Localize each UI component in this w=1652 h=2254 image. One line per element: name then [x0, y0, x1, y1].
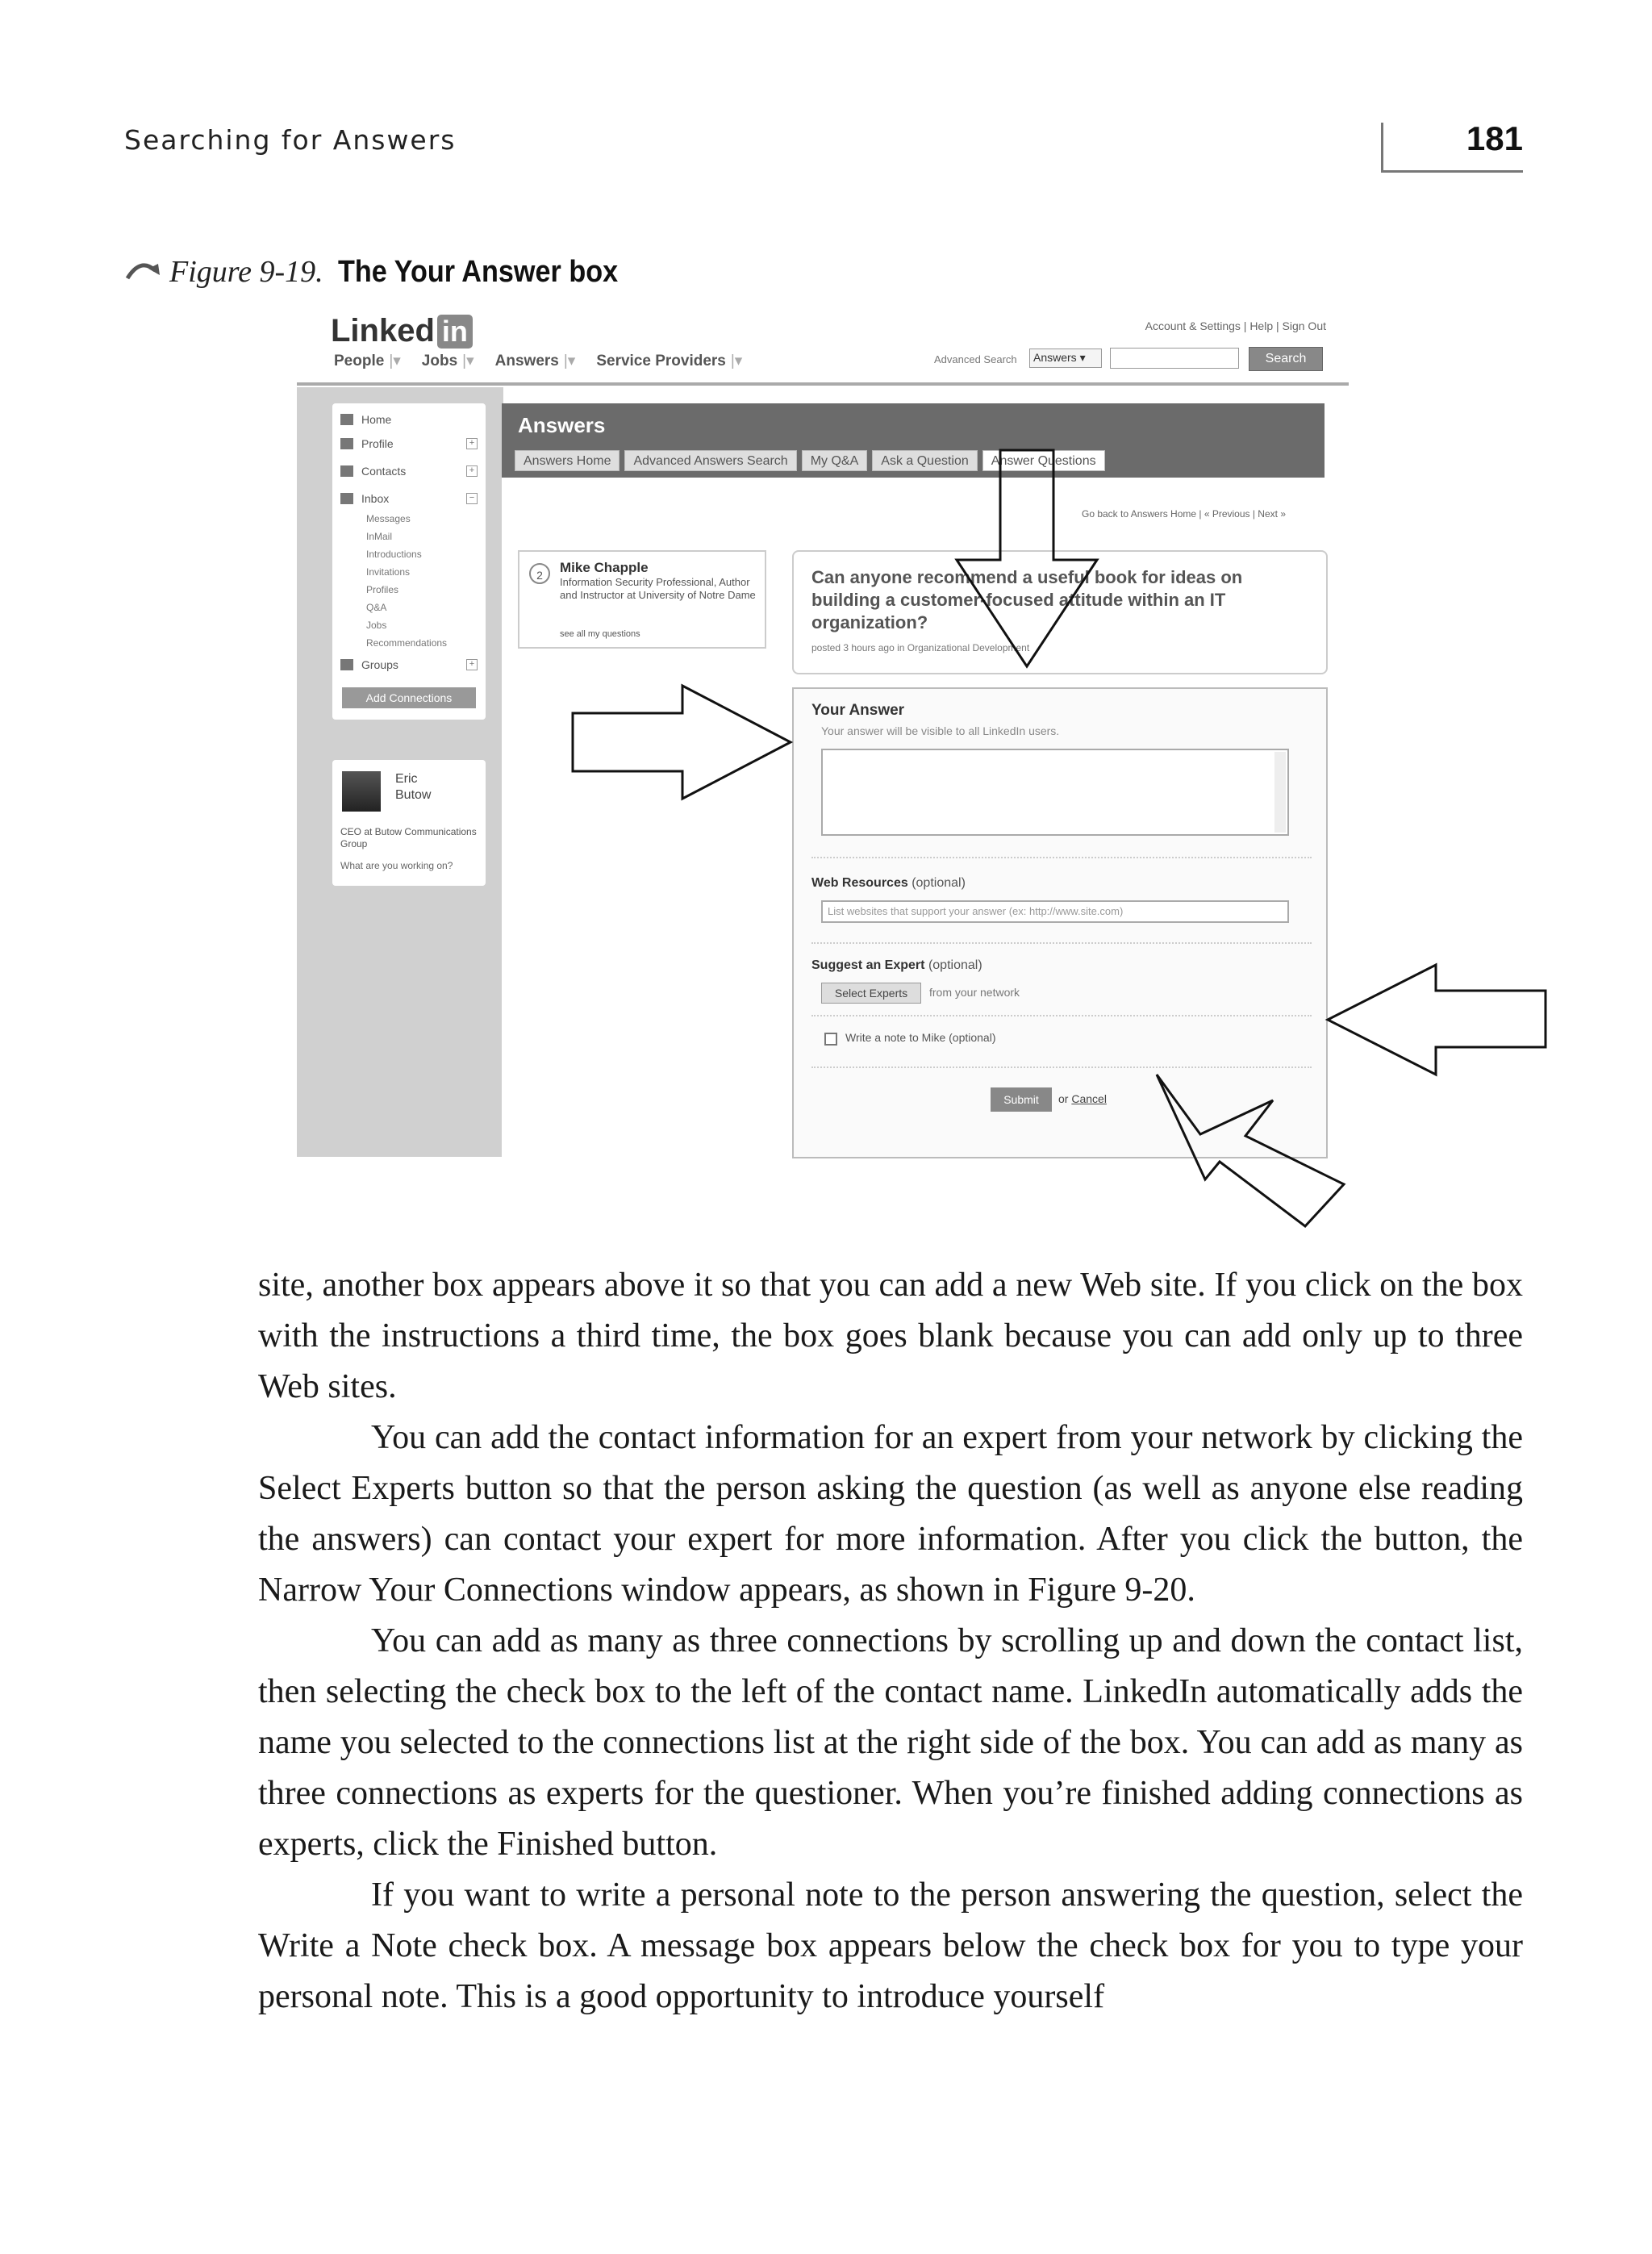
cancel-group: or Cancel [1058, 1092, 1107, 1105]
answers-pagination[interactable]: Go back to Answers Home | « Previous | Next » [1081, 508, 1286, 520]
search-button[interactable]: Search [1249, 347, 1323, 371]
sidebar-item-groups[interactable]: Groups + [340, 658, 398, 671]
tab-answer-questions[interactable]: Answer Questions [982, 450, 1105, 471]
from-network-text: from your network [929, 986, 1020, 999]
figure-title: The Your Answer box [337, 255, 618, 289]
page-number: 181 [1466, 119, 1523, 157]
web-resources-input[interactable]: List websites that support your answer (ex: http://www.site.com) [821, 900, 1289, 923]
answers-title: Answers [518, 413, 606, 437]
logo-text: Linked [331, 313, 435, 349]
expand-icon[interactable]: + [466, 465, 478, 477]
question-text: Can anyone recommend a useful book for ideas on building a customer-focused attitude within an IT organization? [811, 567, 1243, 632]
body-paragraph: You can add as many as three connections by scrolling up and down the contact list, then selecting the check box to the left of the contact name. LinkedIn automatically adds the name you selected to the connections list at the right side of the box. You can add as many as three connections as experts for the questioner. When you’re finished adding connections as experts, click the Finished button. [258, 1622, 1523, 1863]
expand-icon[interactable]: + [466, 438, 478, 449]
asker-description: Information Security Professional, Author and Instructor at University of Notre Dame [560, 576, 756, 601]
nav-service-providers[interactable]: Service Providers |▾ [596, 353, 743, 369]
diagonal-arrow-icon [1157, 1075, 1344, 1226]
figure-number: Figure 9-19. [169, 255, 323, 289]
write-note-label[interactable]: Write a note to Mike (optional) [845, 1031, 996, 1044]
add-connections-button[interactable]: Add Connections [342, 687, 476, 708]
down-arrow-icon [957, 450, 1097, 666]
asker-questions-link[interactable]: see all my questions [560, 629, 640, 639]
search-scope-select[interactable]: Answers ▾ [1029, 349, 1102, 368]
inbox-recommendations[interactable]: Recommendations [366, 637, 448, 649]
suggest-expert-label: Suggest an Expert (optional) [811, 958, 982, 972]
account-links[interactable]: Account & Settings | Help | Sign Out [1145, 319, 1326, 332]
tab-answers-home[interactable]: Answers Home [515, 450, 620, 471]
nav-jobs[interactable]: Jobs |▾ [421, 353, 474, 369]
cancel-link[interactable]: Cancel [1071, 1092, 1107, 1105]
profile-name[interactable]: Eric Butow [395, 772, 432, 802]
nav-people[interactable]: People |▾ [334, 353, 401, 369]
status-prompt[interactable]: What are you working on? [340, 860, 453, 871]
logo-in: in [437, 315, 473, 349]
question-meta: posted 3 hours ago in Organizational Development [811, 642, 1030, 653]
body-paragraph: site, another box appears above it so that you can add a new Web site. If you click on the box with the instructions a third time, the box goes blank because you can add only up to three Web sites. [258, 1267, 1523, 1405]
inbox-inmail[interactable]: InMail [366, 531, 393, 542]
sidebar-item-inbox[interactable]: Inbox − [340, 492, 389, 505]
collapse-icon[interactable]: − [466, 493, 478, 504]
tab-ask-a-question[interactable]: Ask a Question [872, 450, 978, 471]
advanced-search-link[interactable]: Advanced Search [934, 353, 1017, 365]
body-paragraph: If you want to write a personal note to the person answering the question, select the Write a Note check box. A message box appears below the check box for you to type your personal note. This is a good opportunity to introduce yourself [258, 1876, 1523, 2015]
submit-button[interactable]: Submit [991, 1087, 1052, 1112]
select-experts-button[interactable]: Select Experts [821, 983, 921, 1004]
profile-title: CEO at Butow Communications Group [340, 826, 477, 849]
inbox-profiles[interactable]: Profiles [366, 584, 399, 595]
answer-visibility-note: Your answer will be visible to all LinkedIn users. [821, 724, 1060, 737]
your-answer-heading: Your Answer [811, 702, 905, 719]
web-resources-label: Web Resources (optional) [811, 876, 966, 890]
running-head: Searching for Answers [124, 124, 457, 156]
inbox-messages[interactable]: Messages [366, 513, 411, 524]
sidebar-item-home[interactable]: Home [340, 413, 391, 426]
body-paragraph: You can add the contact information for an expert from your network by clicking the Select Experts button so that the person asking the question (as well as anyone else reading the answers) can contact your expert for more information. After you click the button, the Narrow Your Connections window appears, as shown in Figure 9-20. [258, 1419, 1523, 1609]
right-arrow-icon [573, 686, 791, 799]
inbox-introductions[interactable]: Introductions [366, 549, 422, 560]
tab-advanced-answers-search[interactable]: Advanced Answers Search [624, 450, 796, 471]
inbox-jobs[interactable]: Jobs [366, 620, 387, 631]
sidebar-item-profile[interactable]: Profile + [340, 437, 394, 450]
left-arrow-icon [1328, 965, 1546, 1075]
tab-my-qa[interactable]: My Q&A [802, 450, 868, 471]
inbox-qa[interactable]: Q&A [366, 602, 387, 613]
inbox-invitations[interactable]: Invitations [366, 566, 411, 578]
nav-answers[interactable]: Answers |▾ [494, 353, 576, 369]
asker-name[interactable]: Mike Chapple [560, 560, 649, 575]
body-text [258, 1260, 1523, 2022]
sidebar-item-contacts[interactable]: Contacts + [340, 465, 406, 478]
connection-degree-badge: 2 [529, 563, 550, 584]
expand-icon[interactable]: + [466, 659, 478, 670]
